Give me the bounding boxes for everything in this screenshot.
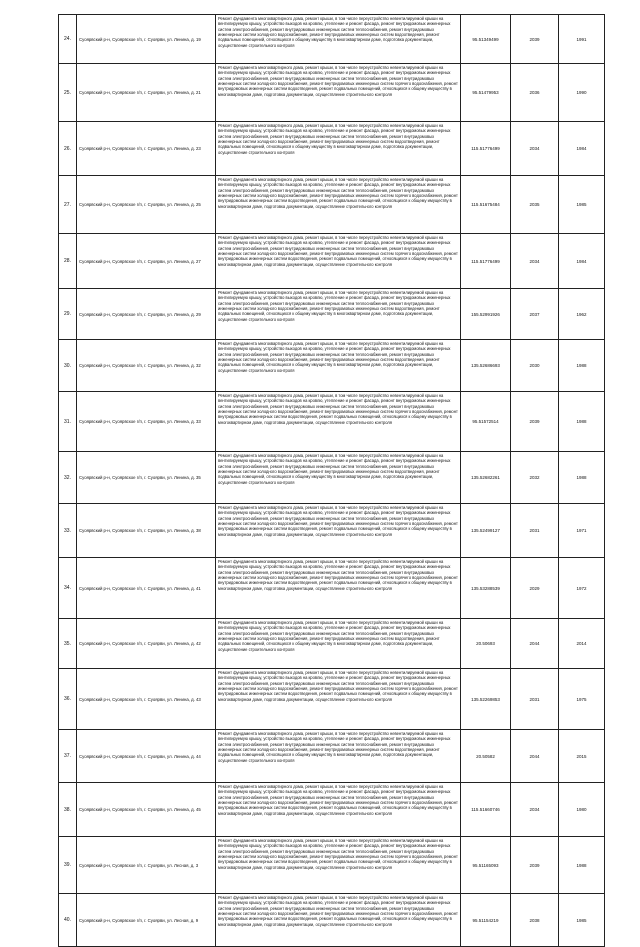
row-address: Суоярвский р-н, Суоярвское г/п, г. Суоярви, ул. Ленина, д. 23 <box>77 122 216 176</box>
row-works-list: Ремонт фундамента многоквартирного дома, ремонт крыши, в том числе переустройство невентилируемой крыши на вентилируемую крышу, устройство выходов на кровлю, утепление и ремонт фасада, ремонт внутридомовых инженерных систем электроснабжения, ремонт внутридомовых инженерных систем теплоснабжения, ремонт внутридомовых инженерных систем холодного водоснабжения, ремонт внутридомовых инженерных систем водоотведения, ремонт подвальных помещений, относящихся к общему имуществу в многоквартирном доме, подготовка документации, осуществление строительного контроля <box>216 619 461 669</box>
row-cost-value: 20.50582 <box>461 730 511 783</box>
row-planned-year: 2037 <box>511 289 559 340</box>
table-row <box>59 176 605 234</box>
table-row <box>59 783 605 837</box>
row-planned-year: 2031 <box>511 504 559 558</box>
row-planned-year: 2029 <box>511 558 559 619</box>
row-planned-year: 2044 <box>511 730 559 783</box>
table-row <box>59 894 605 947</box>
row-built-year: 1988 <box>559 340 605 392</box>
table-row <box>59 64 605 122</box>
row-number: 26. <box>59 122 77 176</box>
row-cost-value: 95.51479953 <box>461 64 511 122</box>
row-address: Суоярвский р-н, Суоярвское г/п, г. Суоярви, ул. Ленина, д. 44 <box>77 730 216 783</box>
row-works-list: Ремонт фундамента многоквартирного дома, ремонт крыши, в том числе переустройство невентилируемой крыши на вентилируемую крышу, устройство выходов на кровлю, утепление и ремонт фасада, ремонт внутридомовых инженерных систем электроснабжения, ремонт внутридомовых инженерных систем теплоснабжения, ремонт внутридомовых инженерных систем холодного водоснабжения, ремонт внутридомовых инженерных систем водоотведения, ремонт подвальных помещений, относящихся к общему имуществу в многоквартирном доме, подготовка документации, осуществление строительного контроля <box>216 122 461 176</box>
row-built-year: 1988 <box>559 452 605 504</box>
row-address: Суоярвский р-н, Суоярвское г/п, г. Суоярви, ул. Лесная, д. 3 <box>77 837 216 894</box>
row-works-list: Ремонт фундамента многоквартирного дома, ремонт крыши, в том числе переустройство невентилируемой крыши на вентилируемую крышу, устройство выходов на кровлю, утепление и ремонт фасада, ремонт внутридомовых инженерных систем электроснабжения, ремонт внутридомовых инженерных систем теплоснабжения, ремонт внутридомовых инженерных систем холодного водоснабжения, ремонт внутридомовых инженерных систем водоотведения, ремонт подвальных помещений, относящихся к общему имуществу в многоквартирном доме, подготовка документации, осуществление строительного контроля <box>216 452 461 504</box>
row-planned-year: 2034 <box>511 783 559 837</box>
row-built-year: 1975 <box>559 669 605 730</box>
row-planned-year: 2032 <box>511 452 559 504</box>
row-planned-year: 2034 <box>511 234 559 289</box>
row-built-year: 1980 <box>559 783 605 837</box>
row-works-list: Ремонт фундамента многоквартирного дома, ремонт крыши, в том числе переустройство невентилируемой крыши на вентилируемую крышу, устройство выходов на кровлю, утепление и ремонт фасада, ремонт внутридомовых инженерных систем электроснабжения, ремонт внутридомовых инженерных систем теплоснабжения, ремонт внутридомовых инженерных систем холодного водоснабжения, ремонт внутридомовых инженерных систем горячего водоснабжения, ремонт внутридомовых инженерных систем водоотведения, ремонт подвальных помещений, относящихся к общему имуществу в многоквартирном доме, подготовка документации, осуществление строительного контроля <box>216 669 461 730</box>
row-address: Суоярвский р-н, Суоярвское г/п, г. Суоярви, ул. Ленина, д. 45 <box>77 783 216 837</box>
row-address: Суоярвский р-н, Суоярвское г/п, г. Суоярви, ул. Ленина, д. 41 <box>77 558 216 619</box>
row-cost-value: 95.51572514 <box>461 392 511 452</box>
row-cost-value: 95.51154219 <box>461 894 511 947</box>
row-cost-value: 135.52682261 <box>461 452 511 504</box>
row-works-list: Ремонт фундамента многоквартирного дома, ремонт крыши, в том числе переустройство невентилируемой крыши на вентилируемую крышу, устройство выходов на кровлю, утепление и ремонт фасада, ремонт внутридомовых инженерных систем электроснабжения, ремонт внутридомовых инженерных систем теплоснабжения, ремонт внутридомовых инженерных систем холодного водоснабжения, ремонт внутридомовых инженерных систем горячего водоснабжения, ремонт внутридомовых инженерных систем водоотведения, ремонт подвальных помещений, относящихся к общему имуществу в многоквартирном доме, подготовка документации, осуществление строительного контроля <box>216 894 461 947</box>
row-built-year: 1985 <box>559 176 605 234</box>
row-planned-year: 2036 <box>511 64 559 122</box>
row-built-year: 1971 <box>559 504 605 558</box>
row-number: 33. <box>59 504 77 558</box>
row-cost-value: 155.52991926 <box>461 289 511 340</box>
table-body <box>59 15 605 947</box>
row-works-list: Ремонт фундамента многоквартирного дома, ремонт крыши, в том числе переустройство невентилируемой крыши на вентилируемую крышу, устройство выходов на кровлю, утепление и ремонт фасада, ремонт внутридомовых инженерных систем электроснабжения, ремонт внутридомовых инженерных систем теплоснабжения, ремонт внутридомовых инженерных систем холодного водоснабжения, ремонт внутридомовых инженерных систем горячего водоснабжения, ремонт внутридомовых инженерных систем водоотведения, ремонт подвальных помещений, относящихся к общему имуществу в многоквартирном доме, подготовка документации, осуществление строительного контроля <box>216 558 461 619</box>
row-number: 31. <box>59 392 77 452</box>
row-cost-value: 135.52686693 <box>461 340 511 392</box>
row-cost-value: 95.51165093 <box>461 837 511 894</box>
row-works-list: Ремонт фундамента многоквартирного дома, ремонт крыши, в том числе переустройство невентилируемой крыши на вентилируемую крышу, устройство выходов на кровлю, утепление и ремонт фасада, ремонт внутридомовых инженерных систем электроснабжения, ремонт внутридомовых инженерных систем теплоснабжения, ремонт внутридомовых инженерных систем холодного водоснабжения, ремонт внутридомовых инженерных систем горячего водоснабжения, ремонт внутридомовых инженерных систем водоотведения, ремонт подвальных помещений, относящихся к общему имуществу в многоквартирном доме, подготовка документации, осуществление строительного контроля <box>216 234 461 289</box>
table-row <box>59 619 605 669</box>
row-works-list: Ремонт фундамента многоквартирного дома, ремонт крыши, в том числе переустройство невентилируемой крыши на вентилируемую крышу, устройство выходов на кровлю, утепление и ремонт фасада, ремонт внутридомовых инженерных систем электроснабжения, ремонт внутридомовых инженерных систем теплоснабжения, ремонт внутридомовых инженерных систем холодного водоснабжения, ремонт внутридомовых инженерных систем горячего водоснабжения, ремонт внутридомовых инженерных систем водоотведения, ремонт подвальных помещений, относящихся к общему имуществу в многоквартирном доме, подготовка документации, осуществление строительного контроля <box>216 837 461 894</box>
row-built-year: 1990 <box>559 64 605 122</box>
row-address: Суоярвский р-н, Суоярвское г/п, г. Суоярви, ул. Ленина, д. 27 <box>77 234 216 289</box>
row-address: Суоярвский р-н, Суоярвское г/п, г. Суоярви, ул. Лесная, д. 9 <box>77 894 216 947</box>
row-cost-value: 95.51349499 <box>461 15 511 64</box>
row-cost-value: 115.51776499 <box>461 234 511 289</box>
row-cost-value: 115.51660746 <box>461 783 511 837</box>
housing-repair-table <box>58 14 605 947</box>
row-cost-value: 135.53288539 <box>461 558 511 619</box>
row-address: Суоярвский р-н, Суоярвское г/п, г. Суоярви, ул. Ленина, д. 38 <box>77 504 216 558</box>
row-number: 36. <box>59 669 77 730</box>
row-works-list: Ремонт фундамента многоквартирного дома, ремонт крыши, в том числе переустройство невентилируемой крыши на вентилируемую крышу, устройство выходов на кровлю, утепление и ремонт фасада, ремонт внутридомовых инженерных систем электроснабжения, ремонт внутридомовых инженерных систем теплоснабжения, ремонт внутридомовых инженерных систем холодного водоснабжения, ремонт внутридомовых инженерных систем водоотведения, ремонт подвальных помещений, относящихся к общему имуществу в многоквартирном доме, подготовка документации, осуществление строительного контроля <box>216 289 461 340</box>
row-planned-year: 2030 <box>511 340 559 392</box>
row-number: 25. <box>59 64 77 122</box>
row-cost-value: 135.52499127 <box>461 504 511 558</box>
table-row <box>59 558 605 619</box>
table-row <box>59 289 605 340</box>
table-row <box>59 340 605 392</box>
row-planned-year: 2031 <box>511 669 559 730</box>
row-cost-value: 115.51776499 <box>461 122 511 176</box>
row-address: Суоярвский р-н, Суоярвское г/п, г. Суоярви, ул. Ленина, д. 25 <box>77 176 216 234</box>
row-built-year: 1988 <box>559 392 605 452</box>
row-planned-year: 2035 <box>511 176 559 234</box>
row-works-list: Ремонт фундамента многоквартирного дома, ремонт крыши, в том числе переустройство невентилируемой крыши на вентилируемую крышу, устройство выходов на кровлю, утепление и ремонт фасада, ремонт внутридомовых инженерных систем электроснабжения, ремонт внутридомовых инженерных систем теплоснабжения, ремонт внутридомовых инженерных систем холодного водоснабжения, ремонт внутридомовых инженерных систем водоотведения, ремонт подвальных помещений, относящихся к общему имуществу в многоквартирном доме, подготовка документации, осуществление строительного контроля <box>216 15 461 64</box>
row-works-list: Ремонт фундамента многоквартирного дома, ремонт крыши, в том числе переустройство невентилируемой крыши на вентилируемую крышу, устройство выходов на кровлю, утепление и ремонт фасада, ремонт внутридомовых инженерных систем электроснабжения, ремонт внутридомовых инженерных систем теплоснабжения, ремонт внутридомовых инженерных систем холодного водоснабжения, ремонт внутридомовых инженерных систем горячего водоснабжения, ремонт внутридомовых инженерных систем водоотведения, ремонт подвальных помещений, относящихся к общему имуществу в многоквартирном доме, подготовка документации, осуществление строительного контроля <box>216 64 461 122</box>
row-number: 35. <box>59 619 77 669</box>
row-built-year: 1985 <box>559 894 605 947</box>
table-row <box>59 452 605 504</box>
row-built-year: 2015 <box>559 730 605 783</box>
row-built-year: 1984 <box>559 122 605 176</box>
table-row <box>59 392 605 452</box>
row-number: 32. <box>59 452 77 504</box>
table-row <box>59 504 605 558</box>
row-built-year: 1962 <box>559 289 605 340</box>
row-built-year: 1984 <box>559 234 605 289</box>
table-row <box>59 730 605 783</box>
row-planned-year: 2038 <box>511 894 559 947</box>
row-number: 29. <box>59 289 77 340</box>
row-number: 24. <box>59 15 77 64</box>
row-works-list: Ремонт фундамента многоквартирного дома, ремонт крыши, в том числе переустройство невентилируемой крыши на вентилируемую крышу, устройство выходов на кровлю, утепление и ремонт фасада, ремонт внутридомовых инженерных систем электроснабжения, ремонт внутридомовых инженерных систем теплоснабжения, ремонт внутридомовых инженерных систем холодного водоснабжения, ремонт внутридомовых инженерных систем горячего водоснабжения, ремонт внутридомовых инженерных систем водоотведения, ремонт подвальных помещений, относящихся к общему имуществу в многоквартирном доме, подготовка документации, осуществление строительного контроля <box>216 176 461 234</box>
row-built-year: 1988 <box>559 837 605 894</box>
row-number: 28. <box>59 234 77 289</box>
row-cost-value: 135.52269853 <box>461 669 511 730</box>
row-address: Суоярвский р-н, Суоярвское г/п, г. Суоярви, ул. Ленина, д. 19 <box>77 15 216 64</box>
table-row <box>59 837 605 894</box>
row-planned-year: 2034 <box>511 122 559 176</box>
row-works-list: Ремонт фундамента многоквартирного дома, ремонт крыши, в том числе переустройство невентилируемой крыши на вентилируемую крышу, устройство выходов на кровлю, утепление и ремонт фасада, ремонт внутридомовых инженерных систем электроснабжения, ремонт внутридомовых инженерных систем теплоснабжения, ремонт внутридомовых инженерных систем холодного водоснабжения, ремонт внутридомовых инженерных систем горячего водоснабжения, ремонт внутридомовых инженерных систем водоотведения, ремонт подвальных помещений, относящихся к общему имуществу в многоквартирном доме, подготовка документации, осуществление строительного контроля <box>216 392 461 452</box>
table-row <box>59 15 605 64</box>
table-row <box>59 122 605 176</box>
document-sheet <box>58 14 604 947</box>
row-planned-year: 2039 <box>511 837 559 894</box>
row-number: 40. <box>59 894 77 947</box>
row-number: 38. <box>59 783 77 837</box>
table-row <box>59 234 605 289</box>
row-cost-value: 115.51675484 <box>461 176 511 234</box>
row-address: Суоярвский р-н, Суоярвское г/п, г. Суоярви, ул. Ленина, д. 43 <box>77 669 216 730</box>
row-works-list: Ремонт фундамента многоквартирного дома, ремонт крыши, в том числе переустройство невентилируемой крыши на вентилируемую крышу, устройство выходов на кровлю, утепление и ремонт фасада, ремонт внутридомовых инженерных систем электроснабжения, ремонт внутридомовых инженерных систем теплоснабжения, ремонт внутридомовых инженерных систем холодного водоснабжения, ремонт внутридомовых инженерных систем горячего водоснабжения, ремонт внутридомовых инженерных систем водоотведения, ремонт подвальных помещений, относящихся к общему имуществу в многоквартирном доме, подготовка документации, осуществление строительного контроля <box>216 783 461 837</box>
row-address: Суоярвский р-н, Суоярвское г/п, г. Суоярви, ул. Ленина, д. 35 <box>77 452 216 504</box>
row-address: Суоярвский р-н, Суоярвское г/п, г. Суоярви, ул. Ленина, д. 32 <box>77 340 216 392</box>
row-built-year: 1972 <box>559 558 605 619</box>
row-number: 30. <box>59 340 77 392</box>
row-planned-year: 2044 <box>511 619 559 669</box>
row-planned-year: 2039 <box>511 392 559 452</box>
row-address: Суоярвский р-н, Суоярвское г/п, г. Суоярви, ул. Ленина, д. 42 <box>77 619 216 669</box>
row-address: Суоярвский р-н, Суоярвское г/п, г. Суоярви, ул. Ленина, д. 33 <box>77 392 216 452</box>
row-address: Суоярвский р-н, Суоярвское г/п, г. Суоярви, ул. Ленина, д. 29 <box>77 289 216 340</box>
row-planned-year: 2039 <box>511 15 559 64</box>
row-number: 27. <box>59 176 77 234</box>
row-works-list: Ремонт фундамента многоквартирного дома, ремонт крыши, в том числе переустройство невентилируемой крыши на вентилируемую крышу, устройство выходов на кровлю, утепление и ремонт фасада, ремонт внутридомовых инженерных систем электроснабжения, ремонт внутридомовых инженерных систем теплоснабжения, ремонт внутридомовых инженерных систем холодного водоснабжения, ремонт внутридомовых инженерных систем водоотведения, ремонт подвальных помещений, относящихся к общему имуществу в многоквартирном доме, подготовка документации, осуществление строительного контроля <box>216 340 461 392</box>
row-number: 34. <box>59 558 77 619</box>
row-works-list: Ремонт фундамента многоквартирного дома, ремонт крыши, в том числе переустройство невентилируемой крыши на вентилируемую крышу, устройство выходов на кровлю, утепление и ремонт фасада, ремонт внутридомовых инженерных систем электроснабжения, ремонт внутридомовых инженерных систем теплоснабжения, ремонт внутридомовых инженерных систем холодного водоснабжения, ремонт внутридомовых инженерных систем водоотведения, ремонт подвальных помещений, относящихся к общему имуществу в многоквартирном доме, подготовка документации, осуществление строительного контроля <box>216 730 461 783</box>
row-built-year: 1991 <box>559 15 605 64</box>
row-number: 37. <box>59 730 77 783</box>
table-row <box>59 669 605 730</box>
row-works-list: Ремонт фундамента многоквартирного дома, ремонт крыши, в том числе переустройство невентилируемой крыши на вентилируемую крышу, устройство выходов на кровлю, утепление и ремонт фасада, ремонт внутридомовых инженерных систем электроснабжения, ремонт внутридомовых инженерных систем теплоснабжения, ремонт внутридомовых инженерных систем холодного водоснабжения, ремонт внутридомовых инженерных систем горячего водоснабжения, ремонт внутридомовых инженерных систем водоотведения, ремонт подвальных помещений, относящихся к общему имуществу в многоквартирном доме, подготовка документации, осуществление строительного контроля <box>216 504 461 558</box>
row-address: Суоярвский р-н, Суоярвское г/п, г. Суоярви, ул. Ленина, д. 21 <box>77 64 216 122</box>
row-number: 39. <box>59 837 77 894</box>
row-built-year: 2014 <box>559 619 605 669</box>
row-cost-value: 20.50693 <box>461 619 511 669</box>
